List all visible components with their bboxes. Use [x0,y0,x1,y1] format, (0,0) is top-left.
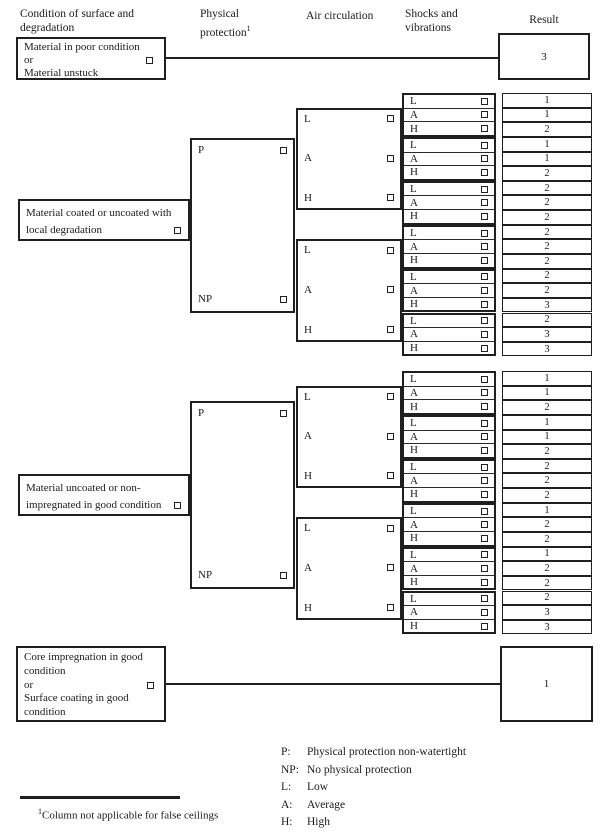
result-value: 1 [544,138,550,150]
result-cell [502,108,592,123]
checkbox-icon [146,57,153,64]
checkbox-icon [481,345,488,352]
shock-option [404,195,494,209]
result-value: 3 [541,50,547,63]
protection-label: P [198,407,205,419]
air-option [304,113,394,125]
checkbox-icon [481,565,488,572]
air-label: A [304,283,312,296]
condition-text-line: condition [24,664,66,677]
checkbox-icon [481,376,488,383]
condition-text-line: Material coated or uncoated with [26,207,172,219]
result-value: 2 [544,314,550,326]
result-value: 2 [544,592,550,604]
shock-option [404,443,494,457]
shock-label: L [410,227,417,239]
header-air-circulation: Air circulation [306,10,374,22]
protection-label: NP [198,569,213,581]
checkbox-icon [387,115,394,122]
result-cell [502,547,592,562]
result-value: 1 [544,548,550,560]
result-cell [502,386,592,401]
legend-value: Low [307,781,329,794]
shock-option [404,417,494,430]
checkbox-icon [481,125,488,132]
checkbox-icon [387,194,394,201]
checkbox-icon [481,447,488,454]
checkbox-icon [387,393,394,400]
air-label: H [304,191,312,204]
shock-option [404,593,494,606]
checkbox-icon [174,227,181,234]
legend-item [281,744,466,762]
shock-option [404,315,494,328]
checkbox-icon [481,186,488,193]
shock-label: A [410,430,418,443]
result-value: 2 [544,124,550,136]
shock-label: A [410,518,418,531]
result-value: 3 [544,299,550,311]
shock-label: A [410,240,418,253]
air-label: A [304,152,312,165]
shock-option [404,152,494,166]
air-label: A [304,430,312,443]
condition-box-impregnation-good [16,646,166,722]
physical-protection-box [190,401,295,589]
air-label: L [304,244,311,257]
legend-value: Average [307,798,346,811]
shocks-group-box [402,415,496,459]
result-cell [502,313,592,328]
checkbox-icon [481,595,488,602]
air-option [304,522,394,534]
result-cell [502,181,592,196]
shock-option [404,549,494,562]
checkbox-icon [481,389,488,396]
checkbox-icon [387,525,394,532]
header-physical-protection-text: Physical protection [200,8,247,39]
shocks-group-box [402,93,496,137]
air-option [304,324,394,336]
checkbox-icon [481,579,488,586]
legend-value: Physical protection non-watertight [307,746,467,758]
condition-text-line: Surface coating in good [24,692,129,705]
result-value: 1 [544,94,550,106]
shock-label: H [410,620,418,633]
legend-item [281,814,466,832]
shock-label: L [410,373,417,386]
shock-option [404,487,494,501]
air-option [304,470,394,482]
result-value: 2 [544,475,550,487]
shock-option [404,283,494,297]
shock-option [404,239,494,253]
result-cell [502,415,592,430]
shock-option [404,341,494,355]
checkbox-icon [481,213,488,220]
result-cell [502,620,592,635]
result-value: 3 [544,621,550,633]
result-cell [502,166,592,181]
shock-label: H [410,298,418,311]
shock-label: L [410,139,417,152]
air-circulation-box [296,517,402,619]
result-cell [502,283,592,298]
shock-option [404,430,494,444]
protection-option [198,569,287,581]
result-value: 2 [544,226,550,238]
result-value: 1 [544,387,550,399]
protection-label: P [198,144,205,156]
result-value: 2 [544,519,550,531]
shock-label: L [410,592,417,605]
air-option [304,244,394,256]
shock-label: H [410,400,418,413]
footnote-mark: 1 [38,807,42,816]
shock-label: L [410,505,417,517]
header-physical-protection [200,8,272,40]
shocks-group-box [402,313,496,357]
checkbox-icon [481,464,488,471]
result-cell [502,122,592,137]
shock-label: H [410,210,418,223]
checkbox-icon [481,535,488,542]
checkbox-icon [280,296,287,303]
air-label: H [304,469,312,482]
checkbox-icon [387,604,394,611]
checkbox-icon [481,623,488,630]
result-cell [502,327,592,342]
checkbox-icon [481,199,488,206]
shock-label: L [410,95,417,108]
result-cell [502,517,592,532]
shock-label: H [410,254,418,267]
result-cell [502,93,592,108]
footnote-rule [20,796,180,799]
shock-option [404,461,494,474]
footnote [38,807,218,822]
shock-label: H [410,576,418,589]
condition-box-poor [16,37,166,80]
result-cell [502,591,592,606]
condition-box-uncoated-good [18,474,190,516]
shocks-group-box [402,137,496,181]
checkbox-icon [481,111,488,118]
result-cell [502,342,592,357]
result-cell [502,137,592,152]
result-cell [502,298,592,313]
legend [281,744,466,832]
shock-label: A [410,562,418,575]
condition-text-line: or [24,678,34,691]
shock-label: A [410,328,418,341]
protection-option [198,293,287,305]
shock-label: L [410,417,417,430]
air-option [304,430,394,442]
shock-label: A [410,474,418,487]
header-shocks-vibrations: Shocks and vibrations [405,8,458,34]
result-value: 1 [544,504,550,516]
checkbox-icon [481,243,488,250]
shock-label: L [410,183,417,196]
air-label: H [304,323,312,336]
shock-label: L [410,461,417,474]
shocks-group-box [402,547,496,591]
result-box-poor [498,33,590,80]
shock-label: A [410,284,418,297]
shock-option [404,561,494,575]
shock-option [404,373,494,386]
result-value: 1 [543,678,550,690]
result-cell [502,444,592,459]
result-value: 1 [544,153,550,165]
air-option [304,391,394,403]
checkbox-icon [387,472,394,479]
shock-option [404,209,494,223]
condition-text-line: Core impregnation in good [24,651,143,663]
checkbox-icon [481,273,488,280]
checkbox-icon [481,331,488,338]
checkbox-icon [387,326,394,333]
air-option [304,152,394,164]
result-cell [502,254,592,269]
result-value: 2 [544,270,550,282]
result-value: 2 [544,445,550,457]
result-value: 2 [544,402,550,414]
condition-text-line: Material unstuck [24,67,99,80]
shock-label: H [410,444,418,457]
checkbox-icon [280,410,287,417]
checkbox-icon [481,142,488,149]
checkbox-icon [481,301,488,308]
result-cell [502,210,592,225]
shock-label: A [410,386,418,399]
checkbox-icon [147,682,154,689]
checkbox-icon [481,521,488,528]
header-condition: Condition of surface and degradation [20,8,135,34]
air-circulation-box [296,386,402,488]
result-value: 2 [544,255,550,267]
checkbox-icon [481,317,488,324]
checkbox-icon [481,287,488,294]
legend-key: A: [281,798,293,811]
checkbox-icon [280,572,287,579]
condition-text-line: or [24,54,34,67]
checkbox-icon [387,247,394,254]
result-value: 2 [544,460,550,472]
legend-value: High [307,816,330,829]
legend-item [281,779,466,797]
shock-option [404,386,494,400]
shock-label: H [410,122,418,135]
shock-option [404,297,494,311]
checkbox-icon [481,257,488,264]
shock-option [404,108,494,122]
shock-label: A [410,606,418,619]
checkbox-icon [481,609,488,616]
shock-option [404,517,494,531]
result-value: 1 [544,109,550,121]
result-value: 2 [544,489,550,501]
legend-item [281,762,466,780]
shock-option [404,183,494,196]
checkbox-icon [174,502,181,509]
condition-text-line: condition [24,706,66,719]
condition-box-coated-degraded [18,199,190,241]
result-value: 2 [544,285,550,296]
shocks-group-box [402,371,496,415]
result-value: 3 [544,328,550,340]
physical-protection-box [190,138,295,313]
header-result: Result [529,14,559,26]
shock-option [404,531,494,545]
result-value: 1 [544,372,550,384]
result-value: 2 [544,563,550,574]
legend-key: P: [281,746,291,758]
checkbox-icon [387,286,394,293]
checkbox-icon [481,477,488,484]
shock-label: H [410,166,418,179]
result-cell [502,561,592,576]
result-value: 2 [544,182,550,194]
shock-label: H [410,342,418,355]
protection-label: NP [198,293,213,305]
shock-option [404,605,494,619]
legend-key: L: [281,781,292,794]
checkbox-icon [481,155,488,162]
legend-value: No physical protection [307,763,412,776]
shock-option [404,95,494,108]
legend-item [281,797,466,815]
shock-option [404,253,494,267]
shock-option [404,227,494,240]
shock-option [404,575,494,589]
air-option [304,192,394,204]
shocks-group-box [402,591,496,635]
condition-text-line: Material uncoated or non- [26,482,141,494]
air-option [304,284,394,296]
shock-label: L [410,314,417,327]
shocks-group-box [402,459,496,503]
shock-option [404,473,494,487]
shock-option [404,505,494,518]
air-label: L [304,522,311,535]
air-label: L [304,390,311,403]
result-cell [502,532,592,547]
air-label: H [304,601,312,614]
connector-line [166,683,500,685]
checkbox-icon [481,491,488,498]
result-value: 3 [544,606,550,618]
result-cell [502,195,592,210]
checkbox-icon [387,564,394,571]
checkbox-icon [481,508,488,515]
shock-label: H [410,488,418,501]
result-cell [502,605,592,620]
shock-label: L [410,548,417,561]
result-cell [502,576,592,591]
air-label: L [304,112,311,125]
shock-option [404,399,494,413]
footnote-mark: 1 [246,23,251,33]
shock-option [404,327,494,341]
result-value: 3 [544,343,550,355]
protection-option [198,144,287,156]
result-value: 2 [544,241,550,253]
result-cell [502,400,592,415]
shocks-group-box [402,269,496,313]
checkbox-icon [481,420,488,427]
result-value: 2 [544,533,550,545]
air-circulation-box [296,239,402,341]
shock-label: A [410,152,418,165]
shock-option [404,619,494,633]
condition-text-line: Material in poor condition [24,41,140,53]
checkbox-icon [387,433,394,440]
checkbox-icon [387,155,394,162]
result-box-good [500,646,593,722]
air-option [304,602,394,614]
shock-option [404,271,494,284]
shocks-group-box [402,181,496,225]
protection-option [198,407,287,419]
shock-option [404,165,494,179]
result-cell [502,488,592,503]
result-cell [502,459,592,474]
result-cell [502,239,592,254]
result-cell [502,503,592,518]
condition-text-line: local degradation [26,223,103,236]
result-cell [502,269,592,284]
shocks-group-box [402,503,496,547]
result-value: 2 [544,211,550,223]
condition-text-line: impregnated in good condition [26,498,162,511]
result-cell [502,225,592,240]
shock-label: A [410,196,418,209]
checkbox-icon [481,98,488,105]
legend-key: H: [281,816,293,829]
result-value: 1 [544,416,550,428]
result-cell [502,473,592,488]
checkbox-icon [481,403,488,410]
shock-label: L [410,270,417,283]
checkbox-icon [481,551,488,558]
shocks-group-box [402,225,496,269]
result-value: 2 [544,167,550,179]
checkbox-icon [280,147,287,154]
checkbox-icon [481,230,488,237]
result-value: 2 [544,577,550,589]
air-circulation-box [296,108,402,210]
result-cell [502,430,592,445]
air-option [304,562,394,574]
shock-label: A [410,108,418,121]
shock-option [404,139,494,152]
air-label: A [304,561,312,574]
result-value: 2 [544,197,550,209]
shock-option [404,121,494,135]
checkbox-icon [481,433,488,440]
checkbox-icon [481,169,488,176]
result-value: 1 [544,431,550,443]
result-cell [502,152,592,167]
result-cell [502,371,592,386]
shock-label: H [410,532,418,545]
legend-key: NP: [281,763,299,776]
connector-line [166,57,498,59]
footnote-text: Column not applicable for false ceilings [42,809,219,822]
